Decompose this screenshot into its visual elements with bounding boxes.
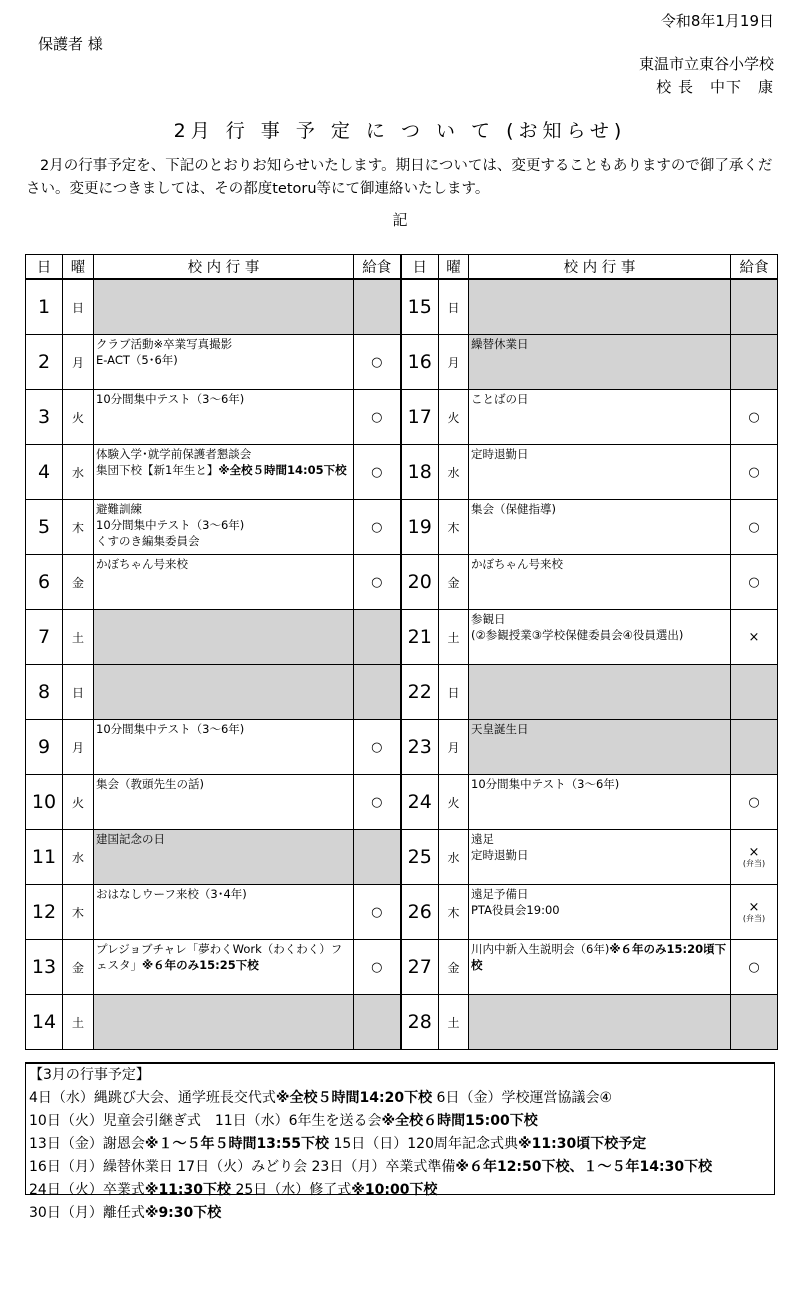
table-row [26, 720, 778, 775]
lunch-mark: ○ [748, 794, 760, 810]
weekday: 火 [439, 390, 469, 445]
event-text: かぼちゃん号来校 [471, 557, 563, 571]
intro-paragraph: 2月の行事予定を、下記のとおりお知らせいたします。期日については、変更することもありますので御了承ください。変更につきましては、その都度tetoru等にて御連絡いたします。 [26, 158, 773, 197]
march-line [29, 1179, 774, 1202]
day-number: 14 [26, 995, 63, 1050]
event-cell [94, 940, 354, 995]
event-text: 集会（保健指導) [471, 502, 556, 516]
weekday: 火 [63, 390, 94, 445]
march-dismissal-note: ※11:30下校 [144, 1182, 232, 1198]
lunch-cell [731, 390, 778, 445]
event-cell [94, 665, 354, 720]
event-text: 体験入学･就学前保護者懇談会 集団下校【新1年生と】 [96, 447, 252, 477]
event-cell [469, 885, 731, 940]
lunch-cell [731, 500, 778, 555]
event-cell [469, 720, 731, 775]
table-row [26, 390, 778, 445]
weekday: 水 [439, 830, 469, 885]
page-title: 2月 行 事 予 定 に つ い て (お知らせ) [173, 120, 627, 142]
event-cell [94, 610, 354, 665]
day-number: 12 [26, 885, 63, 940]
lunch-cell [731, 665, 778, 720]
lunch-mark: ○ [371, 409, 383, 425]
table-row [26, 610, 778, 665]
event-dismissal-note: ※全校５時間14:05下校 [218, 463, 347, 477]
weekday: 日 [439, 665, 469, 720]
lunch-cell [354, 500, 401, 555]
weekday: 月 [439, 335, 469, 390]
event-text: プレジョブチャレ「夢わくWork（わくわく）フェスタ」 [96, 942, 343, 972]
day-number: 9 [26, 720, 63, 775]
header-weekday: 曜 [439, 255, 469, 280]
header-day: 日 [401, 255, 439, 280]
march-dismissal-note: ※9:30下校 [144, 1205, 222, 1221]
table-row [26, 830, 778, 885]
event-cell [94, 885, 354, 940]
lunch-mark: ○ [371, 519, 383, 535]
weekday: 木 [439, 885, 469, 940]
event-text: ことばの日 [471, 392, 529, 406]
day-number: 21 [401, 610, 439, 665]
event-text: 繰替休業日 [471, 337, 529, 351]
lunch-cell [354, 279, 401, 335]
event-text: 遠足予備日 PTA役員会19:00 [471, 887, 560, 917]
school-name: 東温市立東谷小学校 [638, 55, 774, 73]
weekday: 木 [63, 885, 94, 940]
lunch-cell [731, 885, 778, 940]
table-row [26, 279, 778, 335]
event-text: 10分間集中テスト（3～6年) [96, 722, 245, 736]
event-text: 10分間集中テスト（3～6年) [96, 392, 245, 406]
weekday: 土 [439, 995, 469, 1050]
day-number: 13 [26, 940, 63, 995]
lunch-mark: ○ [371, 794, 383, 810]
event-dismissal-note: ※６年のみ15:20頃下校 [471, 942, 727, 972]
day-number: 10 [26, 775, 63, 830]
weekday: 金 [63, 940, 94, 995]
event-cell [469, 995, 731, 1050]
lunch-cell [731, 445, 778, 500]
event-text: 参観日 (②参観授業③学校保健委員会④役員選出) [471, 612, 684, 642]
day-number: 26 [401, 885, 439, 940]
lunch-cell [731, 279, 778, 335]
day-number: 23 [401, 720, 439, 775]
event-cell [94, 390, 354, 445]
march-dismissal-note: ※11:30頃下校予定 [518, 1136, 647, 1152]
header-lunch: 給食 [354, 255, 401, 280]
lunch-note: (弁当) [742, 913, 766, 923]
march-dismissal-note: ※６年12:50下校、１～５年14:30下校 [455, 1159, 713, 1175]
weekday: 日 [63, 279, 94, 335]
march-text: 25日（水）修了式 [231, 1182, 352, 1198]
day-number: 2 [26, 335, 63, 390]
header-events: 校 内 行 事 [94, 255, 354, 280]
march-dismissal-note: ※１～５年５時間13:55下校 [144, 1136, 330, 1152]
event-text: 遠足 定時退勤日 [471, 832, 529, 862]
lunch-cell [354, 720, 401, 775]
day-number: 16 [401, 335, 439, 390]
weekday: 日 [439, 279, 469, 335]
lunch-cell [731, 775, 778, 830]
day-number: 24 [401, 775, 439, 830]
weekday: 火 [63, 775, 94, 830]
weekday: 土 [63, 995, 94, 1050]
lunch-mark: ○ [371, 354, 383, 370]
lunch-cell [354, 775, 401, 830]
march-text: 10日（火）児童会引継ぎ式 11日（水）6年生を送る会 [29, 1113, 382, 1129]
lunch-mark: ○ [371, 574, 383, 590]
event-dismissal-note: ※６年のみ15:25下校 [142, 958, 259, 972]
lunch-mark: × [748, 844, 760, 860]
march-text: 6日（金）学校運営協議会④ [432, 1090, 613, 1106]
lunch-mark: ○ [748, 574, 760, 590]
table-row [26, 445, 778, 500]
lunch-mark: ○ [371, 959, 383, 975]
lunch-mark: ○ [371, 739, 383, 755]
lunch-cell [354, 445, 401, 500]
event-cell [94, 500, 354, 555]
event-text: おはなしウーフ来校（3･4年) [96, 887, 247, 901]
day-number: 11 [26, 830, 63, 885]
lunch-cell [354, 830, 401, 885]
table-row [26, 555, 778, 610]
day-number: 27 [401, 940, 439, 995]
day-number: 28 [401, 995, 439, 1050]
event-cell [94, 445, 354, 500]
table-header-row [26, 255, 778, 280]
lunch-cell [731, 995, 778, 1050]
march-text: 13日（金）謝恩会 [29, 1136, 145, 1152]
march-text: 4日（水）縄跳び大会、通学班長交代式 [29, 1090, 276, 1106]
event-cell [469, 445, 731, 500]
lunch-cell [731, 830, 778, 885]
day-number: 4 [26, 445, 63, 500]
event-text: 定時退勤日 [471, 447, 529, 461]
table-row [26, 885, 778, 940]
event-cell [469, 390, 731, 445]
march-schedule [25, 1062, 775, 1221]
event-text: クラブ活動※卒業写真撮影 E-ACT（5･6年) [96, 337, 233, 367]
table-row [26, 335, 778, 390]
lunch-mark: ○ [748, 464, 760, 480]
table-row [26, 775, 778, 830]
lunch-cell [354, 335, 401, 390]
event-cell [94, 279, 354, 335]
event-cell [469, 775, 731, 830]
event-cell [469, 500, 731, 555]
recipient: 保護者 様 [38, 35, 103, 53]
event-cell [469, 940, 731, 995]
event-cell [469, 555, 731, 610]
event-cell [94, 775, 354, 830]
event-text: 避難訓練 10分間集中テスト（3～6年) くすのき編集委員会 [96, 502, 245, 548]
weekday: 水 [439, 445, 469, 500]
lunch-mark: ○ [748, 519, 760, 535]
event-text: 天皇誕生日 [471, 722, 529, 736]
day-number: 17 [401, 390, 439, 445]
weekday: 月 [63, 335, 94, 390]
weekday: 金 [63, 555, 94, 610]
march-text: 30日（月）離任式 [29, 1205, 145, 1221]
event-cell [94, 720, 354, 775]
day-number: 25 [401, 830, 439, 885]
event-cell [469, 665, 731, 720]
day-number: 5 [26, 500, 63, 555]
march-line [29, 1087, 774, 1110]
lunch-mark: ○ [748, 409, 760, 425]
table-row [26, 995, 778, 1050]
weekday: 金 [439, 940, 469, 995]
weekday: 月 [439, 720, 469, 775]
lunch-cell [354, 665, 401, 720]
weekday: 火 [439, 775, 469, 830]
day-number: 1 [26, 279, 63, 335]
lunch-cell [731, 555, 778, 610]
event-text: 集会（教頭先生の話) [96, 777, 204, 791]
event-text: かぼちゃん号来校 [96, 557, 188, 571]
weekday: 土 [439, 610, 469, 665]
weekday: 金 [439, 555, 469, 610]
ki-mark: 記 [392, 211, 408, 229]
lunch-cell [354, 390, 401, 445]
event-text: 建国記念の日 [96, 832, 165, 846]
event-cell [469, 830, 731, 885]
header-lunch: 給食 [731, 255, 778, 280]
march-dismissal-note: ※全校６時間15:00下校 [381, 1113, 538, 1129]
march-heading: 【3月の行事予定】 [29, 1067, 150, 1083]
event-cell [94, 995, 354, 1050]
table-row [26, 940, 778, 995]
event-text: 10分間集中テスト（3～6年) [471, 777, 620, 791]
day-number: 3 [26, 390, 63, 445]
march-line [29, 1133, 774, 1156]
principal-name: 校 長 中下 康 [656, 78, 774, 96]
march-text: 15日（日）120周年記念式典 [329, 1136, 519, 1152]
event-cell [469, 610, 731, 665]
lunch-cell [731, 940, 778, 995]
lunch-mark: ○ [748, 959, 760, 975]
weekday: 月 [63, 720, 94, 775]
march-text: 16日（月）繰替休業日 17日（火）みどり会 23日（月）卒業式準備 [29, 1159, 456, 1175]
weekday: 水 [63, 445, 94, 500]
day-number: 8 [26, 665, 63, 720]
lunch-cell [731, 335, 778, 390]
table-row [26, 665, 778, 720]
march-line [29, 1156, 774, 1179]
march-dismissal-note: ※10:00下校 [351, 1182, 438, 1198]
day-number: 20 [401, 555, 439, 610]
event-cell [469, 279, 731, 335]
march-text: 24日（火）卒業式 [29, 1182, 145, 1198]
lunch-cell [354, 610, 401, 665]
event-cell [469, 335, 731, 390]
day-number: 15 [401, 279, 439, 335]
march-dismissal-note: ※全校５時間14:20下校 [275, 1090, 433, 1106]
day-number: 18 [401, 445, 439, 500]
event-cell [94, 555, 354, 610]
lunch-cell [354, 940, 401, 995]
lunch-cell [354, 995, 401, 1050]
march-line [29, 1110, 774, 1133]
day-number: 6 [26, 555, 63, 610]
day-number: 7 [26, 610, 63, 665]
lunch-mark: × [748, 899, 760, 915]
lunch-note: (弁当) [742, 858, 766, 868]
weekday: 水 [63, 830, 94, 885]
day-number: 22 [401, 665, 439, 720]
event-text: 川内中新入生説明会（6年) [471, 942, 610, 956]
lunch-cell [354, 885, 401, 940]
event-cell [94, 335, 354, 390]
day-number: 19 [401, 500, 439, 555]
lunch-mark: ○ [371, 464, 383, 480]
lunch-mark: ○ [371, 904, 383, 920]
lunch-cell [731, 720, 778, 775]
event-cell [94, 830, 354, 885]
date: 令和8年1月19日 [660, 12, 774, 30]
header-events: 校 内 行 事 [469, 255, 731, 280]
header-day: 日 [26, 255, 63, 280]
lunch-cell [731, 610, 778, 665]
lunch-mark: × [748, 629, 760, 645]
weekday: 木 [63, 500, 94, 555]
table-row [26, 500, 778, 555]
lunch-cell [354, 555, 401, 610]
header-weekday: 曜 [63, 255, 94, 280]
weekday: 土 [63, 610, 94, 665]
weekday: 日 [63, 665, 94, 720]
weekday: 木 [439, 500, 469, 555]
